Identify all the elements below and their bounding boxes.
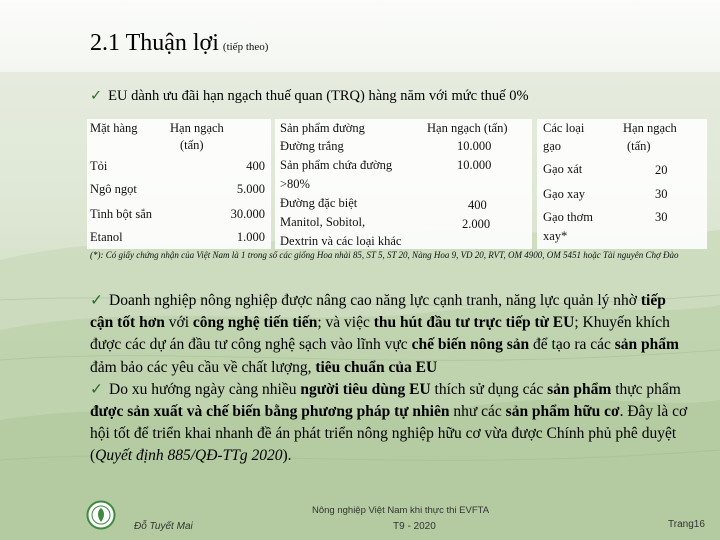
table3-header-quota: Hạn ngạch [623,121,677,135]
table1-row-value: 1.000 [236,230,265,244]
subheading-text: EU dành ưu đãi hạn ngạch thuế quan (TRQ) hàng năm với mức thuế 0% [108,88,529,104]
table3-row-name: Gạo xát [543,162,583,176]
table2-row-name: Đường đặc biệt [280,196,358,210]
para1-bold: tiêu chuẩn của EU [315,358,438,376]
table3-row-value: 30 [655,187,668,201]
table1-row-name: Tinh bột sắn [90,207,153,221]
para2-text: ). [282,447,292,465]
para2-text: thực phẩm [611,380,681,398]
subheading [90,88,529,105]
title-main: 2.1 Thuận lợi [90,30,219,56]
checkmark-icon: ✓ [90,380,103,398]
para1-text: với [164,314,193,332]
footnote: (*): Có giấy chứng nhận của Việt Nam là 1 trong số các giống Hoa nhài 85, ST 5, ST 20, Nàng Hoa 9, VD 20, RVT, OM 4900, OM 5451 hoặc Tài nguyên Chợ Đào [90,250,679,260]
para2-bold: được sản xuất và chế biến bằng phương pháp tự nhiên [90,403,450,421]
quota-table-products [87,119,271,249]
para2-bold: người tiêu dùng EU [300,380,431,398]
table2-row-value: 400 [468,198,487,212]
table1-row-value: 30.000 [230,207,265,221]
table1-row-value: 5.000 [236,182,265,196]
table1-header-item: Mặt hàng [90,121,138,135]
table2-header-quota: Hạn ngạch (tấn) [427,121,508,135]
table2-row-name: Manitol, Sobitol, [280,215,366,229]
table3-row-name: Gạo thơm [543,210,594,224]
slide-title [90,30,268,57]
table3-row-value: 30 [655,210,668,224]
para2-text: như các [449,403,506,421]
table1-row-name: Ngô ngọt [90,182,137,196]
table3-row-value: 20 [655,163,668,177]
table3-row-name-cont: xay* [543,229,568,243]
para1-text: để tạo ra các [529,336,615,354]
table2-row-name: Sản phẩm chứa đường [280,158,393,172]
para2-bold: sản phẩm [547,380,612,398]
paragraph-1 [90,290,690,379]
para2-text: thích sử dụng các [430,380,548,398]
page-number: Trang16 [668,519,705,530]
para1-text: ; và việc [317,314,374,332]
para2-text: . Đây là cơ hội tốt để triển khai nhanh đề án phát triển nông nghiệp hữu cơ vừa được Chính phủ phê duyệt ( [90,403,688,465]
para2-bold: sản phẩm hữu cơ [505,403,620,421]
para2-italic: Quyết định 885/QĐ-TTg 2020 [95,447,283,465]
table3-row-name: Gạo xay [543,187,585,201]
para1-bold: sản phẩm [614,336,679,354]
para1-text: đảm bảo các yêu cầu về chất lượng, [90,358,316,376]
table2-row-value: 2.000 [462,217,491,231]
table3-header-unit: (tấn) [627,139,651,153]
checkmark-icon: ✓ [90,88,103,104]
table2-row-value: 10.000 [457,158,492,172]
table1-row-name: Tỏi [90,159,108,173]
body-text [90,290,690,468]
checkmark-icon: ✓ [90,292,103,309]
table1-header-unit: (tấn) [180,138,204,152]
table1-row-name: Etanol [90,230,123,244]
table2-row-name-cont: >80% [280,177,310,191]
paragraph-2 [90,379,690,468]
para1-bold: chế biến nông sản [411,336,530,354]
footer-date: T9 - 2020 [393,521,436,532]
table2-row-name: Đường trắng [280,139,344,153]
title-small: (tiếp theo) [222,41,269,53]
table1-header-quota: Hạn ngạch [170,121,224,135]
table2-row-value: 10.000 [457,139,492,153]
para1-bold: công nghệ tiến tiến [192,314,318,332]
table2-header-product: Sản phẩm đường [280,121,365,135]
table1-row-value: 400 [246,159,265,173]
organization-logo [86,500,116,530]
footer-title: Nông nghiệp Việt Nam khi thực thi EVFTA [312,505,490,516]
quota-table-rice [537,119,707,249]
quota-table-sugar [275,119,532,249]
para1-text: Doanh nghiệp nông nghiệp được nâng cao năng lực cạnh tranh, năng lực quản lý nhờ [109,292,641,309]
footer-author: Đỗ Tuyết Mai [134,521,193,532]
table3-header-type: Các loại [543,121,585,135]
table3-header-type-cont: gạo [543,139,562,153]
para2-text: Do xu hướng ngày càng nhiều [109,380,301,398]
para1-text: ; Khuyến khích được các dự án đầu tư công nghệ sạch vào lĩnh vực [90,314,670,354]
para1-bold: thu hút đầu tư trực tiếp từ EU [373,314,575,332]
para1-bold: tiếp cận tốt hơn [90,292,666,332]
table2-row-name-cont: Dextrin và các loại khác [280,234,402,248]
